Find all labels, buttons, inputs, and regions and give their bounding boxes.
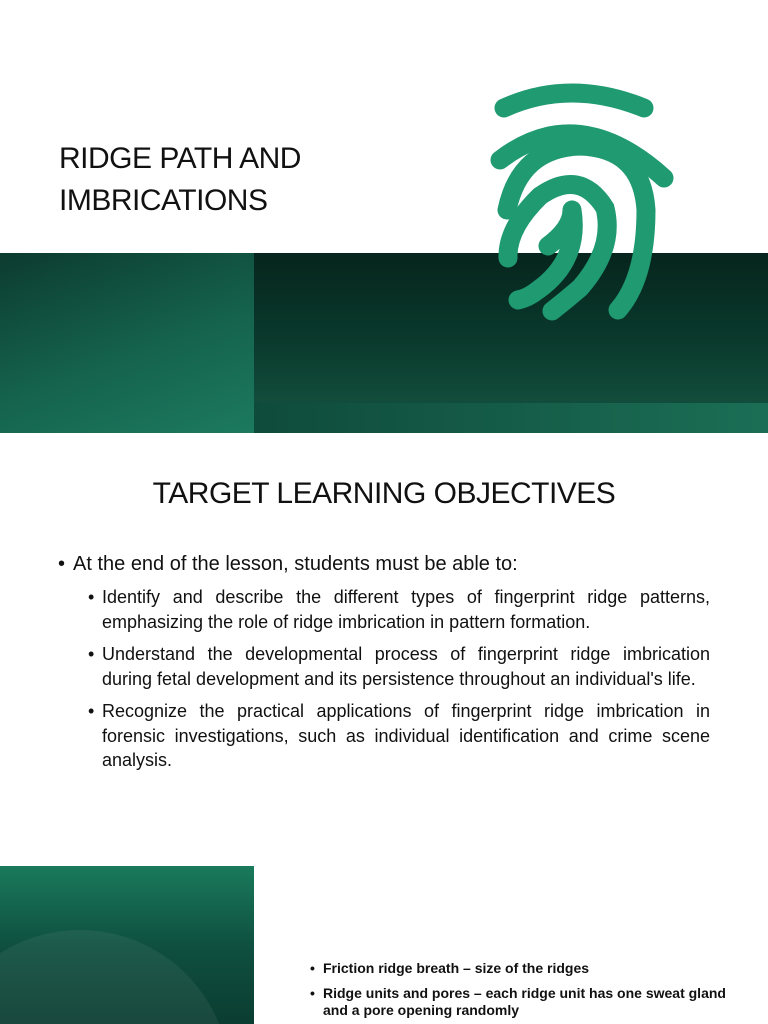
objective-item: • Recognize the practical applications of fingerprint ridge imbrication in forensic investigations, such as individual identification and crime scene analysis. (88, 699, 710, 773)
green-side-panel (0, 866, 254, 1024)
objectives-title: TARGET LEARNING OBJECTIVES (152, 477, 616, 510)
fingerprint-icon (480, 78, 680, 330)
objectives-slide (0, 441, 768, 859)
banner-left-panel (0, 253, 254, 433)
slide-title: RIDGE PATH AND IMBRICATIONS (59, 142, 301, 217)
objective-item: • Understand the developmental process of fingerprint ridge imbrication during fetal development and its persistence throughout an individual's life. (88, 642, 710, 691)
detail-item: • Friction ridge breath – size of the ridges (310, 960, 730, 977)
objectives-list (88, 585, 710, 773)
objective-item: • Identify and describe the different types of fingerprint ridge patterns, emphasizing the role of ridge imbrication in pattern formation. (88, 585, 710, 634)
ridge-details-slide (0, 866, 768, 1024)
banner-bottom-strip (254, 403, 768, 433)
detail-item: • Ridge units and pores – each ridge unit has one sweat gland and a pore opening randomly (310, 985, 730, 1019)
lead-bullet: • At the end of the lesson, students must be able to: (58, 549, 710, 579)
ridge-details-list (310, 960, 730, 1024)
objectives-content (58, 549, 710, 781)
title-slide (0, 0, 768, 433)
decorative-circle (0, 930, 230, 1024)
